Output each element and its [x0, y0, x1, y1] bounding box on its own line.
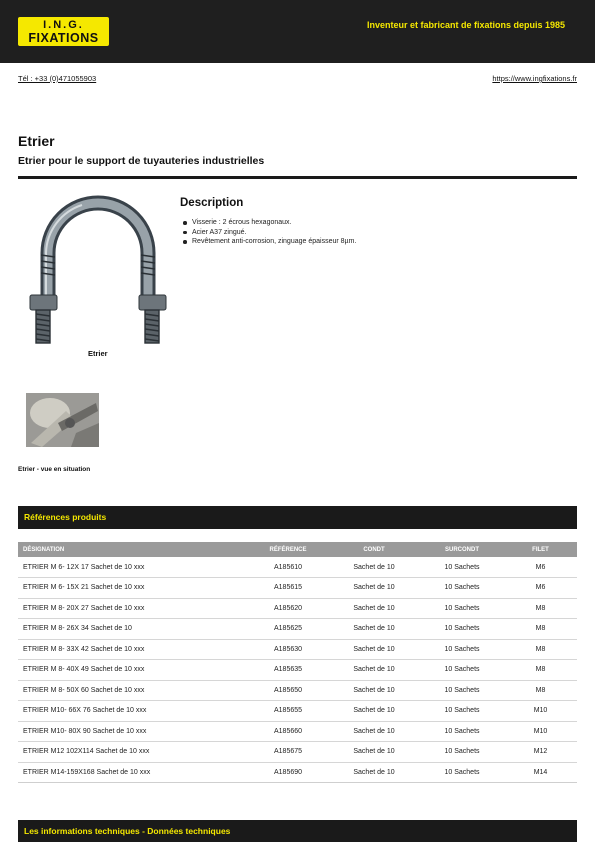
- logo-text-bottom: FIXATIONS: [28, 31, 99, 45]
- column-header-reference: RÉFÉRENCE: [248, 542, 328, 557]
- reference-cell: A185660: [248, 721, 328, 742]
- filet-cell: M8: [504, 639, 577, 660]
- filet-cell: M12: [504, 742, 577, 763]
- reference-cell: A185620: [248, 598, 328, 619]
- description-list: [180, 218, 356, 247]
- page-subtitle: Etrier pour le support de tuyauteries industrielles: [18, 155, 265, 167]
- reference-cell: A185610: [248, 557, 328, 578]
- reference-cell: A185690: [248, 762, 328, 783]
- reference-cell: A185625: [248, 619, 328, 640]
- table-row: [18, 578, 577, 599]
- designation-cell: ETRIER M14-159X168 Sachet de 10 xxx: [18, 762, 248, 783]
- filet-cell: M8: [504, 660, 577, 681]
- condt-cell: Sachet de 10: [328, 639, 420, 660]
- condt-cell: Sachet de 10: [328, 680, 420, 701]
- filet-cell: M8: [504, 598, 577, 619]
- phone-link[interactable]: Tél : +33 (0)471055903: [18, 74, 97, 83]
- description-item: Acier A37 zingué.: [180, 228, 356, 238]
- designation-cell: ETRIER M 8- 40X 49 Sachet de 10 xxx: [18, 660, 248, 681]
- designation-cell: ETRIER M 6- 15X 21 Sachet de 10 xxx: [18, 578, 248, 599]
- title-divider: [18, 176, 577, 179]
- website-link[interactable]: https://www.ingfixations.fr: [492, 74, 577, 83]
- table-row: [18, 742, 577, 763]
- designation-cell: ETRIER M 8- 33X 42 Sachet de 10 xxx: [18, 639, 248, 660]
- condt-cell: Sachet de 10: [328, 721, 420, 742]
- page-header: [0, 0, 595, 63]
- surcondt-cell: 10 Sachets: [420, 619, 504, 640]
- references-section-header: [18, 506, 577, 529]
- surcondt-cell: 10 Sachets: [420, 578, 504, 599]
- condt-cell: Sachet de 10: [328, 742, 420, 763]
- designation-cell: ETRIER M 8- 20X 27 Sachet de 10 xxx: [18, 598, 248, 619]
- references-section-title: Références produits: [24, 512, 107, 522]
- table-row: [18, 680, 577, 701]
- reference-cell: A185635: [248, 660, 328, 681]
- product-photo-u-bolt: [22, 193, 174, 348]
- table-row: [18, 721, 577, 742]
- reference-cell: A185630: [248, 639, 328, 660]
- brand-logo[interactable]: [18, 17, 109, 46]
- thumb-photo-caption: Etrier - vue en situation: [18, 466, 91, 473]
- surcondt-cell: 10 Sachets: [420, 742, 504, 763]
- filet-cell: M14: [504, 762, 577, 783]
- condt-cell: Sachet de 10: [328, 701, 420, 722]
- main-photo-caption: Etrier: [88, 349, 108, 358]
- table-row: [18, 660, 577, 681]
- technical-section-title: Les informations techniques - Données techniques: [24, 826, 231, 836]
- description-item: Revêtement anti-corrosion, zinguage épaisseur 8µm.: [180, 237, 356, 247]
- designation-cell: ETRIER M 8- 26X 34 Sachet de 10: [18, 619, 248, 640]
- surcondt-cell: 10 Sachets: [420, 660, 504, 681]
- filet-cell: M6: [504, 578, 577, 599]
- table-row: [18, 639, 577, 660]
- product-photo-in-situ[interactable]: [26, 393, 99, 447]
- description-item: Visserie : 2 écrous hexagonaux.: [180, 218, 356, 228]
- surcondt-cell: 10 Sachets: [420, 701, 504, 722]
- references-table: [18, 542, 577, 783]
- surcondt-cell: 10 Sachets: [420, 762, 504, 783]
- page-title: Etrier: [18, 133, 55, 149]
- table-row: [18, 701, 577, 722]
- designation-cell: ETRIER M10- 80X 90 Sachet de 10 xxx: [18, 721, 248, 742]
- filet-cell: M6: [504, 557, 577, 578]
- condt-cell: Sachet de 10: [328, 557, 420, 578]
- condt-cell: Sachet de 10: [328, 660, 420, 681]
- filet-cell: M10: [504, 701, 577, 722]
- technical-section-header: [18, 820, 577, 842]
- surcondt-cell: 10 Sachets: [420, 639, 504, 660]
- logo-text-top: I.N.G.: [43, 19, 84, 31]
- column-header-condt: CONDT: [328, 542, 420, 557]
- surcondt-cell: 10 Sachets: [420, 680, 504, 701]
- reference-cell: A185615: [248, 578, 328, 599]
- table-row: [18, 598, 577, 619]
- condt-cell: Sachet de 10: [328, 762, 420, 783]
- condt-cell: Sachet de 10: [328, 598, 420, 619]
- description-heading: Description: [180, 197, 244, 209]
- table-row: [18, 762, 577, 783]
- table-header-row: [18, 542, 577, 557]
- table-row: [18, 619, 577, 640]
- condt-cell: Sachet de 10: [328, 578, 420, 599]
- filet-cell: M10: [504, 721, 577, 742]
- references-table-body: [18, 557, 577, 783]
- column-header-designation: DÉSIGNATION: [18, 542, 248, 557]
- column-header-filet: FILET: [504, 542, 577, 557]
- reference-cell: A185650: [248, 680, 328, 701]
- surcondt-cell: 10 Sachets: [420, 598, 504, 619]
- designation-cell: ETRIER M10- 66X 76 Sachet de 10 xxx: [18, 701, 248, 722]
- designation-cell: ETRIER M 6- 12X 17 Sachet de 10 xxx: [18, 557, 248, 578]
- designation-cell: ETRIER M12 102X114 Sachet de 10 xxx: [18, 742, 248, 763]
- surcondt-cell: 10 Sachets: [420, 721, 504, 742]
- reference-cell: A185655: [248, 701, 328, 722]
- column-header-surcondt: SURCONDT: [420, 542, 504, 557]
- reference-cell: A185675: [248, 742, 328, 763]
- designation-cell: ETRIER M 8- 50X 60 Sachet de 10 xxx: [18, 680, 248, 701]
- condt-cell: Sachet de 10: [328, 619, 420, 640]
- company-tagline: Inventeur et fabricant de fixations depuis 1985: [367, 20, 566, 30]
- filet-cell: M8: [504, 619, 577, 640]
- surcondt-cell: 10 Sachets: [420, 557, 504, 578]
- table-row: [18, 557, 577, 578]
- filet-cell: M8: [504, 680, 577, 701]
